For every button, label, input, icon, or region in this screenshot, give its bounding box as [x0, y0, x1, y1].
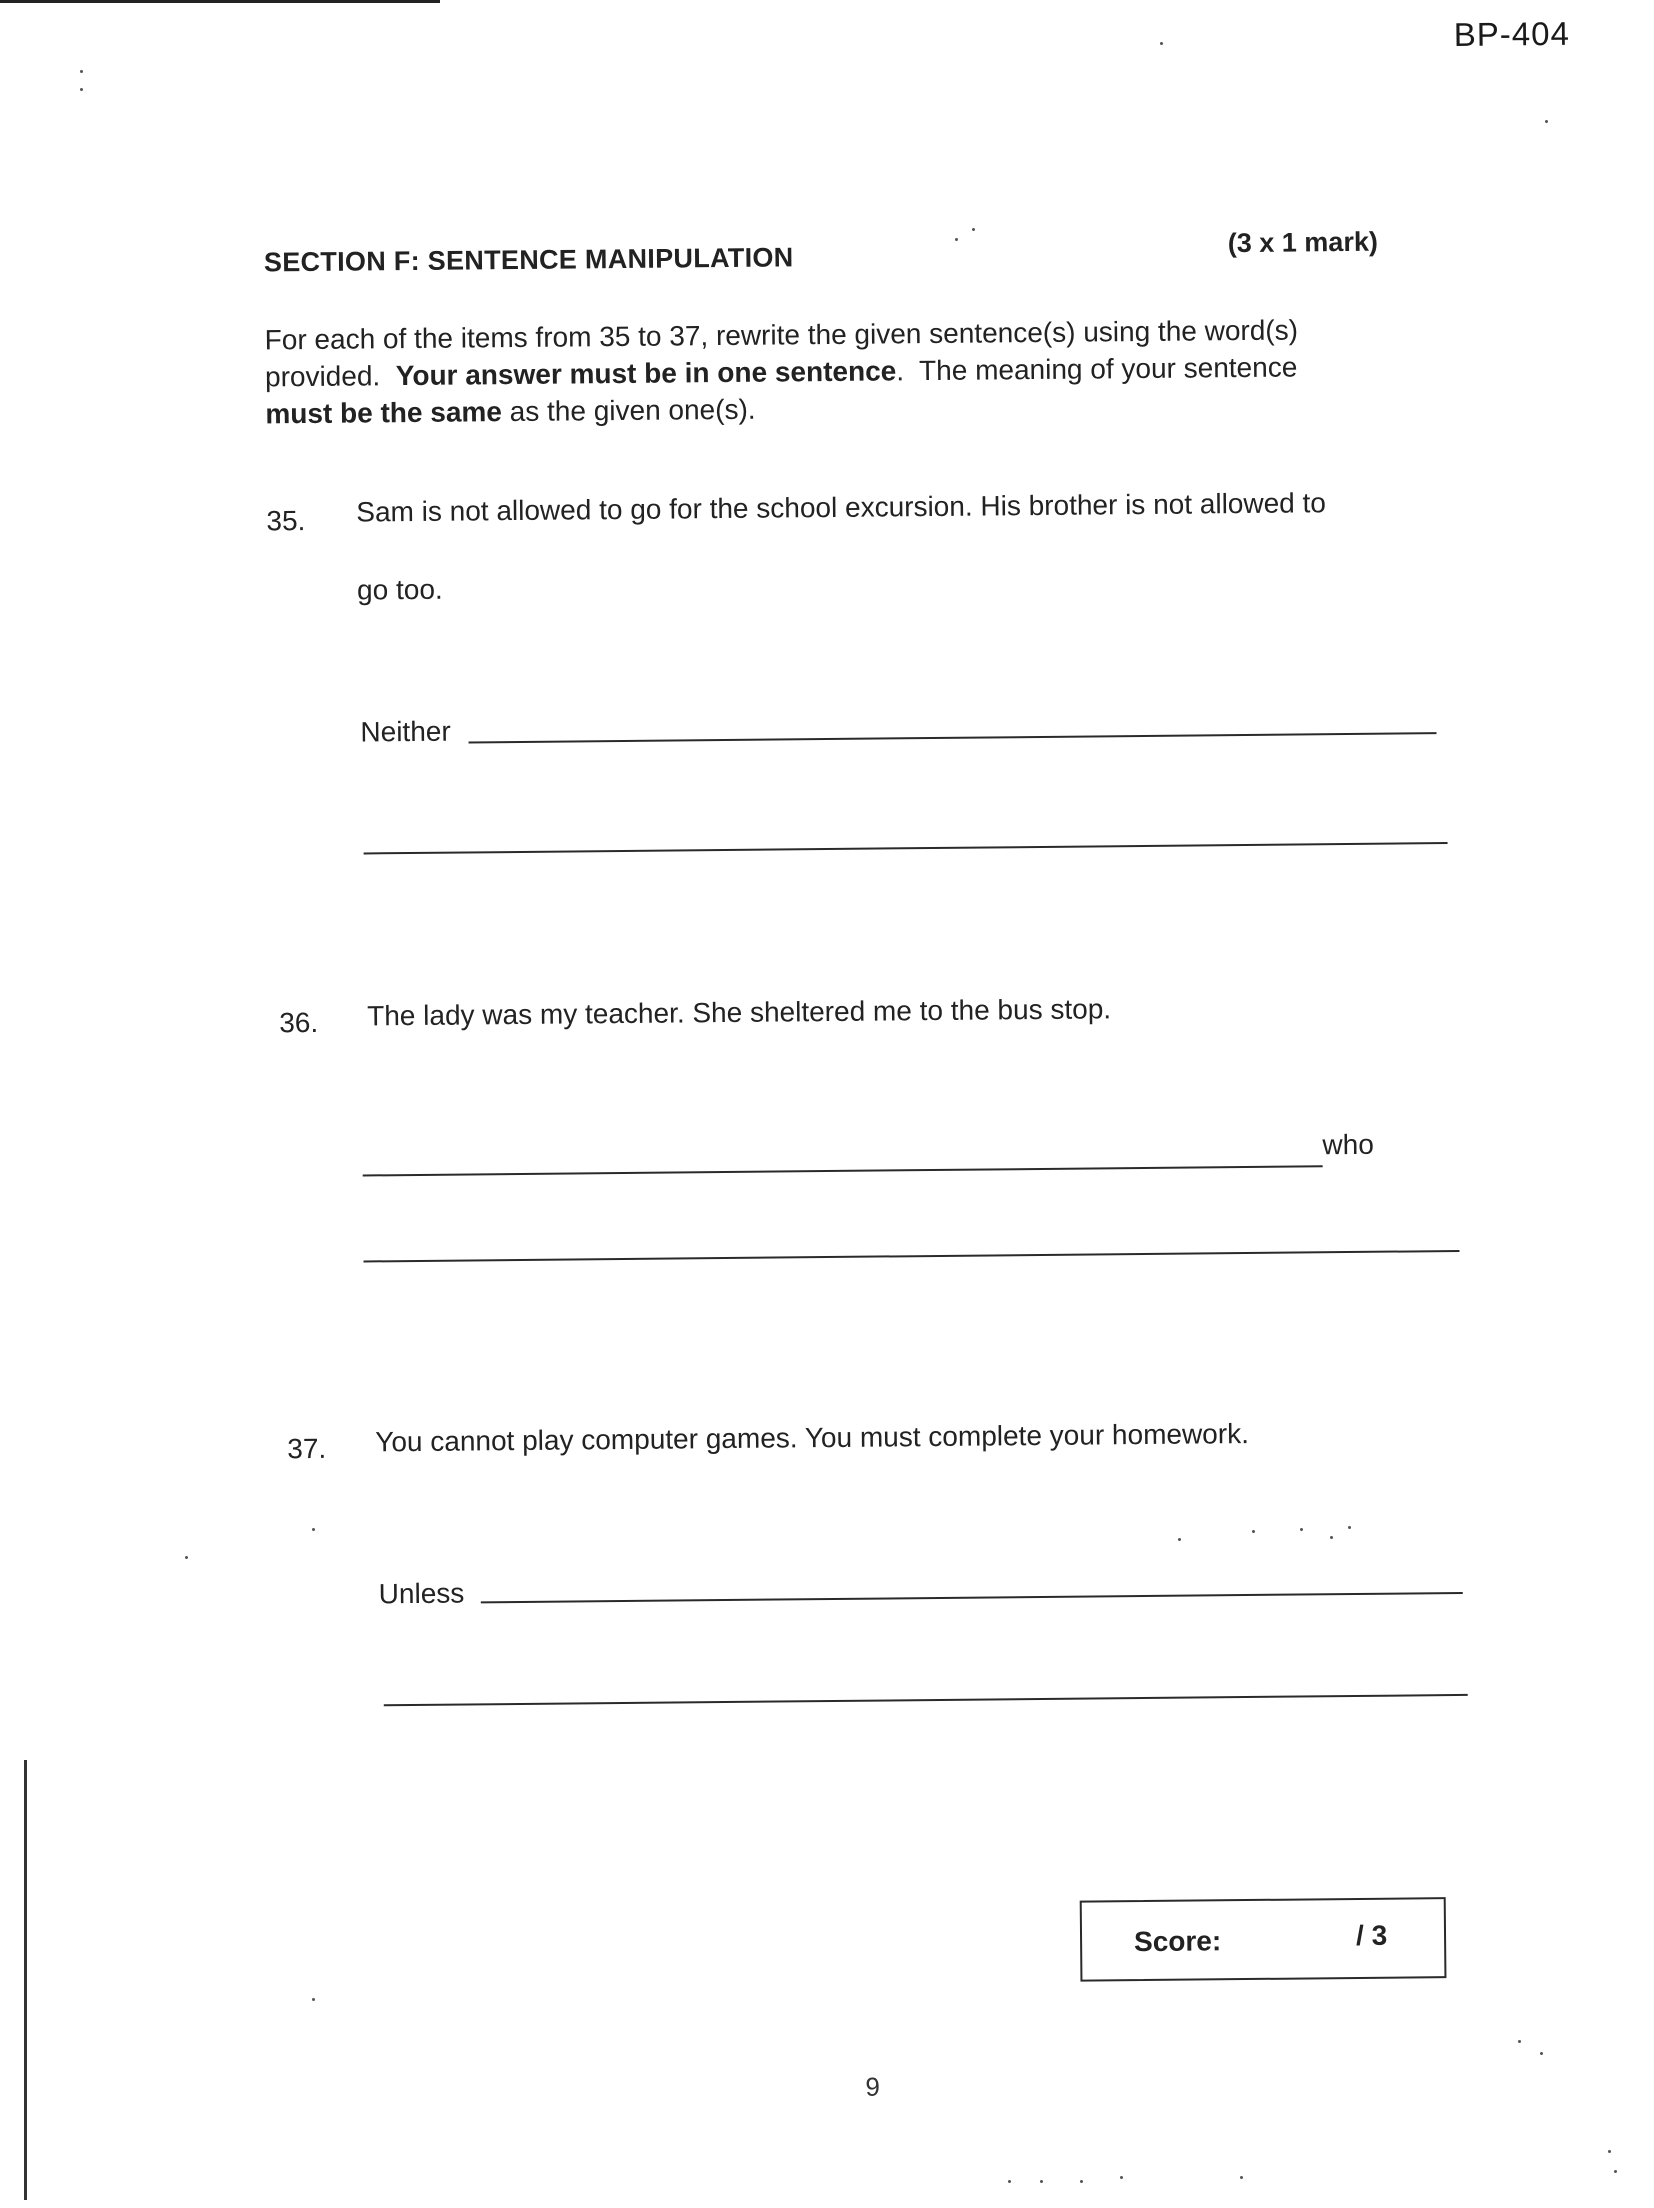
scan-speck — [1080, 2180, 1083, 2183]
score-box — [1080, 1897, 1447, 1982]
question-35-answer-line-2[interactable] — [364, 842, 1448, 854]
question-36-answer-line-1[interactable] — [363, 1165, 1323, 1176]
scan-speck — [1614, 2170, 1617, 2173]
scan-speck — [1348, 1526, 1351, 1529]
scan-speck — [80, 70, 83, 73]
question-36-answer-line-2[interactable] — [364, 1250, 1460, 1263]
scan-speck — [80, 88, 83, 91]
scan-speck — [1252, 1530, 1255, 1533]
scan-speck — [1608, 2150, 1611, 2153]
scan-top-edge — [0, 0, 440, 3]
scan-speck — [312, 1998, 315, 2001]
question-37-text: You cannot play computer games. You must complete your homework. — [375, 1417, 1250, 1458]
scan-speck — [1330, 1536, 1333, 1539]
scan-speck — [1300, 1528, 1303, 1531]
scan-speck — [1518, 2040, 1521, 2043]
score-total: / 3 — [1355, 1919, 1388, 1951]
question-37-answer-line-2[interactable] — [384, 1694, 1468, 1706]
instructions-line-3-bold: must be the same — [265, 396, 503, 430]
scan-speck — [312, 1528, 315, 1531]
page-number: 9 — [865, 2071, 881, 2102]
scan-speck — [1040, 2180, 1043, 2183]
question-37-answer-line-1[interactable] — [481, 1592, 1463, 1603]
question-36-prompt: who — [1322, 1128, 1374, 1161]
instructions-line-2-rest: . The meaning of your sentence — [896, 351, 1298, 387]
scan-speck — [1160, 42, 1163, 45]
scan-speck — [1545, 120, 1548, 123]
section-marks: (3 x 1 mark) — [1227, 226, 1379, 259]
instructions-line-2-bold: Your answer must be in one sentence — [395, 355, 897, 392]
question-36-number: 36. — [279, 1006, 319, 1039]
instructions — [264, 310, 1405, 432]
question-35-prompt: Neither — [360, 715, 451, 748]
scan-speck — [1540, 2052, 1543, 2055]
section-title: SECTION F: SENTENCE MANIPULATION — [263, 242, 794, 278]
question-35-text: Sam is not allowed to go for the school excursion. His brother is not allowed to — [356, 487, 1327, 528]
scan-speck — [955, 238, 958, 241]
scan-speck — [972, 228, 975, 231]
scan-speck — [1120, 2176, 1123, 2179]
question-37-prompt: Unless — [378, 1577, 465, 1610]
question-35-answer-line-1[interactable] — [469, 732, 1437, 743]
scan-speck — [1240, 2176, 1243, 2179]
question-37-number: 37. — [287, 1432, 327, 1465]
instructions-line-3-rest: as the given one(s). — [501, 393, 756, 428]
question-35-text-continued: go too. — [356, 573, 443, 606]
instructions-line-1: For each of the items from 35 to 37, rewrite the given sentence(s) using the word(s) — [264, 314, 1299, 356]
question-35-number: 35. — [266, 505, 306, 537]
paper-code: BP-404 — [1453, 14, 1571, 53]
question-36-text: The lady was my teacher. She sheltered me to the bus stop. — [367, 993, 1112, 1032]
instructions-line-2-plain: provided. — [264, 360, 396, 393]
scan-speck — [185, 1556, 188, 1559]
scan-speck — [1008, 2180, 1011, 2183]
scan-speck — [1178, 1538, 1181, 1541]
score-label: Score: — [1133, 1925, 1222, 1958]
